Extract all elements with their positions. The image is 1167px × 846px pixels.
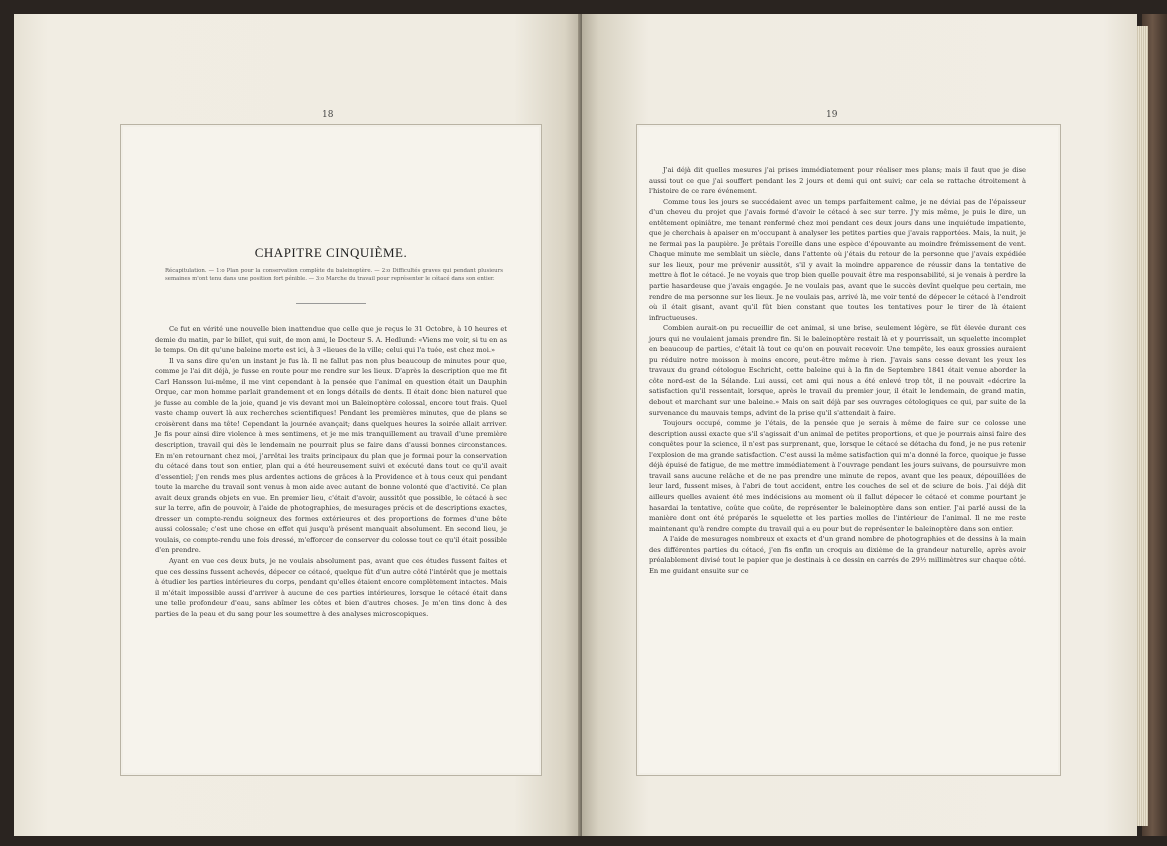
paragraph: Il va sans dire qu'en un instant je fus là. Il ne fallut pas non plus beaucoup de minutes pour que, comme je l'ai dit déjà, je fusse en route pour me rendre sur les lieux. D'après la description que me fit Carl Hansson lui-même, il me vint cependant à la pensée que l'animal en question était un Dauphin Orque, car mon homme parlait grandement et en longs détails de dents. Il était donc bien naturel que je fusse au comble de la joie, quand je vis devant moi un Baleinoptère colossal, encore tout frais. Quel vaste champ ouvert là aux recherches scientifiques! Pendant les premières minutes, que de plans se croisèrent dans ma tête! Cependant la journée avançait; dans quelques heures la soirée allait arriver. Je fis pour ainsi dire violence à mes sentimens, et je me mis tranquillement au travail d'une première description, travail qui dès le lendemain ne pourrait plus se faire dans d'aussi bonnes circonstances. En m'en retournant chez moi, j'arrêtai les traits principaux du plan que je formai pour la conservation du cétacé dans tout son entier, plan qui a été heureusement suivi et exécuté dans tout ce qu'il avait d'essentiel; j'en rends mes plus ardentes actions de grâces à la Providence et à tous ceux qui pendant toute la marche du travail sont venus à mon aide avec autant de bonne volonté que d'activité. Ce plan avait deux grands objets en vue. En premier lieu, c'était d'avoir, aussitôt que possible, le cétacé à sec sur la terre, afin de pouvoir, à l'aide de photographies, de mesurages précis et de descriptions exactes, dresser un compte-rendu soigneux des formes extérieures et des proportions de formes d'une bête aussi colossale; c'est une chose en effet qui jusqu'à présent manquait absolument. En second lieu, je voulais, ce compte-rendu une fois dressé, m'efforcer de conserver du colosse tout ce qu'il était possible d'en prendre. bbox=[155, 356, 507, 555]
paragraph: A l'aide de mesurages nombreux et exacts et d'un grand nombre de photographies et de dessins à la main des différentes parties du cétacé, j'en fis enfin un croquis au dixième de la grandeur naturelle, après avoir préalablement divisé tout le papier que je destinais à ce dessin en carrés de 29½ millimètres sur chaque côté. En me guidant ensuite sur ce bbox=[649, 535, 1026, 575]
paragraph: Combien aurait-on pu recueillir de cet animal, si une brise, seulement légère, se fût élevée durant ces jours qui ne voulaient jamais prendre fin. Si le baleinoptère restait là et y pourrissait, un squelette incomplet en beaucoup de parties, c'était là tout ce qu'on en pouvait recevoir. Une tempête, les eaux grossies auraient pu réduire notre moisson à moins encore, peut-être même à rien. J'avais sans cesse devant les yeux les travaux du grand cétologue Eschricht, cette baleine qui à la fin de Septembre 1841 était venue aborder la côte nord-est de la Sélande. Lui aussi, cet ami qui nous a été enlevé trop tôt, il ne pouvait «décrire la satisfaction qu'il ressentait, lorsque, après le travail du premier jour, il était le lendemain, de grand matin, debout et marchant sur une baleine.» Mais on sait déjà par ses ouvrages cétologiques ce qui, par suite de la survenance du mauvais temps, advint de la prise qu'il s'attendait à faire. bbox=[649, 324, 1026, 417]
paragraph: Toujours occupé, comme je l'étais, de la pensée que je serais à même de faire sur ce colosse une description aussi exacte que s'il s'agissait d'un animal de petites proportions, et que je pourrais ainsi faire des conquêtes pour la science, il n'est pas surprenant, que, lorsque le cétacé se détacha du fond, je ne pus retenir l'explosion de ma grande satisfaction. C'est aussi la même satisfaction qui m'a donné la force, quoique je fusse déjà épuisé de fatigue, de me mettre immédiatement à l'ouvrage pendant les jours suivans, de poursuivre mon travail sans aucune relâche et de ne pas prendre une minute de repos, avant que les peaux, dépouillées de leur lard, fussent mises, à l'abri de tout accident, entre les couches de sel et de sciure de bois. J'ai déjà dit ailleurs quelles avaient été mes indécisions au moment où il fallut dépecer le cétacé et comme pourtant je hasardai la tentative, coûte que coûte, de représenter le baleinoptère dans son entier. J'ai parlé aussi de la manière dont ont été préparés le squelette et les parties molles de l'intérieur de l'animal. Il ne me reste maintenant qu'à rendre compte du travail qui a eu pour but de représenter le baleinoptère dans son entier. bbox=[649, 419, 1026, 533]
chapter-summary: Récapitulation. — 1:o Plan pour la conservation complète du baleinoptère. — 2:o Difficultés graves qui pendant plusieurs semaines m'ont tenu dans une position fort pénible. — 3:o Marche du travail pour représenter le cétacé dans son entier. bbox=[165, 268, 503, 282]
right-page-number: 19 bbox=[826, 110, 838, 120]
left-page-number: 18 bbox=[322, 110, 334, 120]
right-page bbox=[582, 14, 1137, 836]
right-body-text bbox=[649, 165, 1026, 576]
chapter-title: CHAPITRE CINQUIÈME. bbox=[254, 245, 408, 260]
paragraph: Ce fut en vérité une nouvelle bien inattendue que celle que je reçus le 31 Octobre, à 10 heures et demie du matin, par le billet, qui suit, de mon ami, le Docteur S. A. Hedlund: «Viens me voir, si tu en as le temps. On dit qu'une baleine morte est ici, à 3 «lieues de la ville; celui qui l'a tuée, est chez moi.» bbox=[155, 325, 507, 355]
left-page bbox=[14, 14, 582, 836]
paragraph: Comme tous les jours se succédaient avec un temps parfaitement calme, je ne déviai pas de l'épaisseur d'un cheveu du projet que j'avais formé d'avoir le cétacé à sec sur terre. J'y mis même, je puis le dire, un entêtement opiniâtre, me tenant renfermé chez moi pendant ces deux jours dans une inquiétude impatiente, que je cherchais à apaiser en m'occupant à analyser les petites parties que j'avais rapportées. Mais, la nuit, je ne fermai pas la paupière. Je prêtais l'oreille dans une espèce d'épouvante au moindre frémissement de vent. Chaque minute me semblait un siècle, dans l'attente où j'étais du retour de la personne que j'avais expédiée sur les lieux, pour me prévenir aussitôt, s'il y avait la moindre apparence de réussir dans la tentative de mettre à flot le cétacé. Je ne voyais que trop bien quelle pouvait être ma responsabilité, si je venais à perdre la partie hasardeuse que j'avais engagée. Je ne voulais pas, avant que le succès devînt quelque peu certain, me rendre de ma personne sur les lieux. Je ne voulais pas, arrivé là, me voir tenté de dépecer le cétacé à l'endroit où il était gisant, avant qu'il fût bien constant que toutes les tentatives pour le tirer de là étaient infructueuses. bbox=[649, 197, 1026, 322]
summary-divider bbox=[296, 303, 366, 304]
paragraph: Ayant en vue ces deux buts, je ne voulais absolument pas, avant que ces études fussent faites et que ces dessins fussent achevés, dépecer ce cétacé, quelque fût d'un autre côté l'intérêt que je mettais à étudier les parties intérieures du corps, pendant qu'elles étaient encore complètement intactes. Mais il m'était impossible aussi d'arriver à aucune de ces parties intérieures, lorsque le cétacé était dans une telle profondeur d'eau, sans abîmer les côtes et bien d'autres choses. Je m'en tins donc à des parties de la peau et du sang pour les soumettre à des analyses microscopiques. bbox=[155, 557, 507, 618]
right-text-plate bbox=[636, 124, 1061, 776]
left-text-plate bbox=[120, 124, 542, 776]
open-book bbox=[14, 12, 1159, 838]
left-body-text bbox=[155, 324, 507, 619]
paragraph: J'ai déjà dit quelles mesures j'ai prises immédiatement pour réaliser mes plans; mais il faut que je dise aussi tout ce que j'ai souffert pendant les 2 jours et demi qui ont suivi; car cela se rattache étroitement à l'histoire de ce rare événement. bbox=[649, 166, 1026, 196]
